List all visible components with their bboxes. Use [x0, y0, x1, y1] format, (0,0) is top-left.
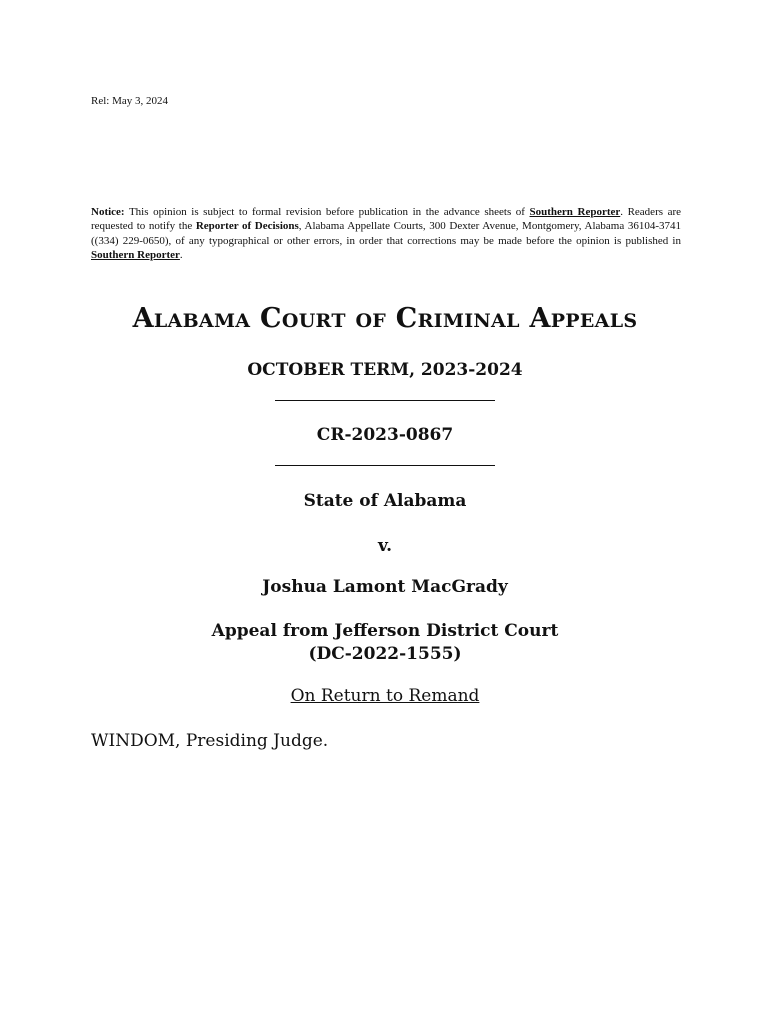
appeal-from: Appeal from Jefferson District Court [211, 621, 559, 641]
case-number: CR-2023-0867 [316, 425, 454, 445]
notice-label: Notice: [91, 206, 125, 218]
divider-rule [275, 465, 495, 466]
appellee-name: Joshua Lamont MacGrady [262, 577, 508, 597]
remand-heading: On Return to Remand [290, 686, 480, 706]
southern-reporter-ref-1: Southern Reporter [529, 206, 621, 218]
term-heading: OCTOBER TERM, 2023-2024 [247, 360, 523, 380]
court-title: Alabama Court of Criminal Appeals [132, 303, 638, 334]
judge-line: WINDOM, Presiding Judge. [91, 731, 329, 751]
notice-text-1: This opinion is subject to formal revision before publication in the advance sheets of [124, 206, 530, 218]
appellant-name: State of Alabama [303, 491, 467, 511]
lower-court-case-number: (DC-2022-1555) [308, 644, 462, 664]
notice-paragraph [91, 205, 681, 263]
versus: v. [377, 536, 393, 556]
southern-reporter-ref-2: Southern Reporter [91, 249, 180, 262]
notice-text-4: . [179, 249, 183, 262]
notice-text-3: , Alabama Appellate Courts, 300 Dexter Avenue, Montgomery, Alabama 36104-3741 ((334) 229-0650), of any typographical or other errors, in order that corrections may be made before the opinion is published in [91, 220, 682, 247]
notice-text-2: . Readers are requested to notify the [91, 206, 682, 233]
release-date: Rel: May 3, 2024 [91, 95, 168, 107]
reporter-of-decisions: Reporter of Decisions [195, 220, 299, 233]
divider-rule [275, 400, 495, 401]
